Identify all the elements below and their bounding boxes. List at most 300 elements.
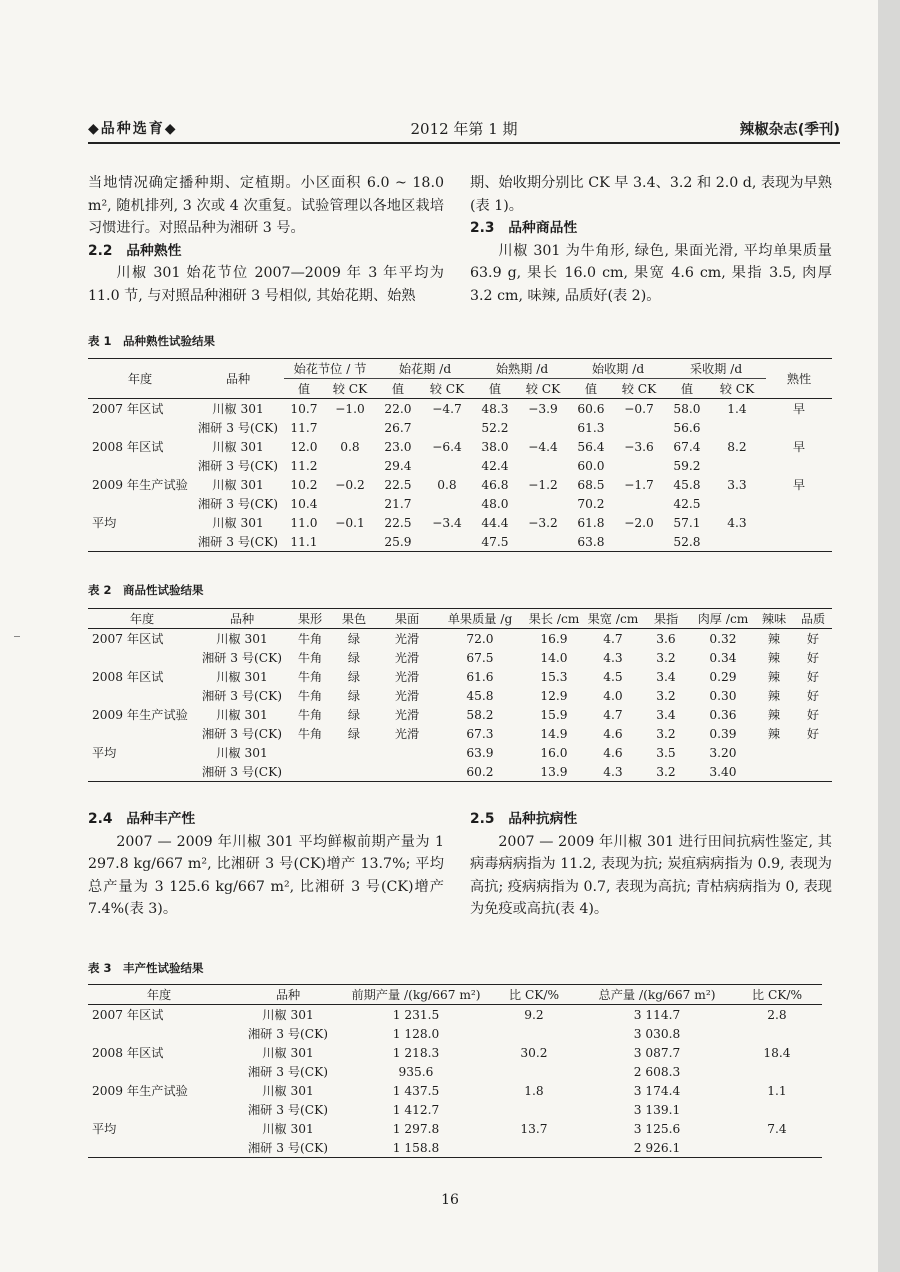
table2-cell: 光滑 <box>394 727 420 741</box>
left-column-bottom <box>88 808 444 921</box>
table3-cell <box>88 1024 230 1043</box>
scan-mark <box>14 636 20 637</box>
table3-header-cell: 前期产量 /(kg/667 m²) <box>346 985 486 1005</box>
table2-header-cell: 果宽 /cm <box>586 609 640 629</box>
table2-cell <box>288 762 332 782</box>
table1-cell <box>88 456 192 475</box>
table1-cell: −6.4 <box>432 439 462 454</box>
table2-cell: 4.7 <box>603 631 623 646</box>
table1-cell: 早 <box>792 402 806 416</box>
table3-cell: 2 608.3 <box>633 1064 681 1079</box>
table2-cell <box>754 743 794 762</box>
right-intro-paragraph: 期、始收期分别比 CK 早 3.4、3.2 和 2.0 d, 表现为早熟(表 1)。 <box>470 175 832 214</box>
section-2-4-title: 2.4 品种丰产性 <box>88 811 196 827</box>
table2-header-cell: 果面 <box>376 609 438 629</box>
table3-cell: 1.1 <box>767 1083 787 1098</box>
table1-cell: 45.8 <box>673 477 701 492</box>
table2-header-cell: 果长 /cm <box>522 609 586 629</box>
table3-cell <box>732 1138 822 1158</box>
table2-cell <box>88 648 196 667</box>
table2-cell: 67.3 <box>466 726 494 741</box>
table2-cell: 辣 <box>767 689 781 703</box>
table1-h-ck: 较 CK <box>324 379 376 399</box>
table3-header-cell: 年度 <box>88 985 230 1005</box>
table2-cell: 63.9 <box>466 745 494 760</box>
table1-row <box>88 475 832 494</box>
table2-cell: 牛角 <box>297 708 323 722</box>
table3-cell: 1 231.5 <box>392 1007 440 1022</box>
table1-cell <box>516 418 570 437</box>
table2-header-cell: 果色 <box>332 609 376 629</box>
table2-cell: 好 <box>806 632 820 646</box>
table2-cell: 4.6 <box>603 726 623 741</box>
table3-cell <box>88 1138 230 1158</box>
table1-cell <box>88 494 192 513</box>
table2-cell: 牛角 <box>297 689 323 703</box>
table1-cell: 湘研 3 号(CK) <box>197 421 278 435</box>
left-intro-paragraph: 当地情况确定播种期、定植期。小区面积 6.0 ~ 18.0 m², 随机排列, 3 次或 4 次重复。试验管理以各地区栽培习惯进行。对照品种为湘研 3 号。 <box>88 175 444 236</box>
table2-cell: 光滑 <box>394 651 420 665</box>
table2-cell: 绿 <box>347 651 361 665</box>
table3-cell: 7.4 <box>767 1121 787 1136</box>
table3-cell <box>88 1062 230 1081</box>
table3-cell <box>486 1024 582 1043</box>
table2-cell: 0.32 <box>709 631 737 646</box>
table2-header-cell: 品种 <box>196 609 288 629</box>
table3-cell: 湘研 3 号(CK) <box>247 1065 328 1079</box>
table2-cell: 2008 年区试 <box>92 670 164 684</box>
table3-cell: 3 139.1 <box>633 1102 681 1117</box>
table1-cell: 川椒 301 <box>212 440 264 454</box>
running-header <box>88 116 840 140</box>
table1-cell: 57.1 <box>673 515 701 530</box>
table2-cell: 4.3 <box>586 762 640 782</box>
table2-cell: 绿 <box>347 670 361 684</box>
table1-cell: 42.4 <box>481 458 509 473</box>
table1-h-maturity: 熟性 <box>766 359 832 399</box>
table1-cell: 2007 年区试 <box>92 402 164 416</box>
table1-cell: 11.7 <box>290 420 318 435</box>
table3-cell: 3 125.6 <box>633 1121 681 1136</box>
table2-cell: 4.6 <box>603 745 623 760</box>
table3 <box>88 984 822 1158</box>
table2-cell: 61.6 <box>466 669 494 684</box>
table2-cell: 3.5 <box>656 745 676 760</box>
table2-cell: 辣 <box>767 727 781 741</box>
table3-cell <box>88 1100 230 1119</box>
table2-cell: 川椒 301 <box>216 670 268 684</box>
table1-cell: 52.2 <box>481 420 509 435</box>
section-2-5-title: 2.5 品种抗病性 <box>470 811 578 827</box>
table3-row <box>88 1062 822 1081</box>
table1-h-val: 值 <box>570 379 612 399</box>
table2-cell: 3.4 <box>656 707 676 722</box>
table1-cell: 22.0 <box>384 401 412 416</box>
table1-cell: 26.7 <box>384 420 412 435</box>
table2-cell <box>376 743 438 762</box>
table2-header-cell: 品质 <box>794 609 832 629</box>
table2-row <box>88 648 832 667</box>
table1-h-group: 始花节位 / 节 <box>284 359 376 379</box>
table1-cell: 67.4 <box>673 439 701 454</box>
table1-cell: 川椒 301 <box>212 516 264 530</box>
table1-h-ck: 较 CK <box>420 379 474 399</box>
table2-cell: 湘研 3 号(CK) <box>201 727 282 741</box>
table2-cell: 好 <box>806 670 820 684</box>
table1-cell: 63.8 <box>570 532 612 552</box>
table1-cell: 10.2 <box>290 477 318 492</box>
table2-cell: 15.3 <box>540 669 568 684</box>
table3-cell: 川椒 301 <box>262 1008 314 1022</box>
table2-cell: 牛角 <box>297 632 323 646</box>
table2-cell: 辣 <box>767 651 781 665</box>
section-2-3-paragraph: 川椒 301 为牛角形, 绿色, 果面光滑, 平均单果质量 63.9 g, 果长 16.0 cm, 果宽 4.6 cm, 果指 3.5, 肉厚 3.2 cm, 味辣, 品质好(表 2)。 <box>470 242 832 304</box>
table3-cell: 18.4 <box>763 1045 791 1060</box>
table2-header-cell: 年度 <box>88 609 196 629</box>
table1-row <box>88 456 832 475</box>
table1-cell <box>766 532 832 552</box>
table1-cell <box>612 418 666 437</box>
table2-header-cell: 果形 <box>288 609 332 629</box>
table1-cell: 23.0 <box>384 439 412 454</box>
table2-cell <box>794 743 832 762</box>
table2-cell <box>88 724 196 743</box>
table1-cell: −3.9 <box>528 401 558 416</box>
table1-cell: 47.5 <box>474 532 516 552</box>
table2-cell: 川椒 301 <box>216 746 268 760</box>
table2-cell: 好 <box>806 727 820 741</box>
table3-cell: 2.8 <box>767 1007 787 1022</box>
table3-cell <box>486 1062 582 1081</box>
table1-row <box>88 437 832 456</box>
table3-cell: 2007 年区试 <box>92 1008 164 1022</box>
table1-cell: 0.8 <box>437 477 457 492</box>
table2-cell: 72.0 <box>466 631 494 646</box>
table2-cell <box>754 762 794 782</box>
table1-caption: 表 1 品种熟性试验结果 <box>88 334 216 348</box>
table3-cell: 1 297.8 <box>392 1121 440 1136</box>
section-2-5-paragraph: 2007 — 2009 年川椒 301 进行田间抗病性鉴定, 其病毒病病指为 11.2, 表现为抗; 炭疽病病指为 0.9, 表现为高抗; 疫病病指为 0.7, 表现为高抗; 青枯病病指为 0, 表现为免疫或高抗(表 4)。 <box>470 833 832 917</box>
table2-cell: 2009 年生产试验 <box>92 708 188 722</box>
table1-cell: 8.2 <box>727 439 747 454</box>
table1-cell: 10.4 <box>290 496 318 511</box>
table2-cell: 辣 <box>767 708 781 722</box>
section-2-2-paragraph: 川椒 301 始花节位 2007—2009 年 3 年平均为 11.0 节, 与对照品种湘研 3 号相似, 其始花期、始熟 <box>88 265 444 304</box>
table2-cell: 绿 <box>347 632 361 646</box>
table2-cell: 16.9 <box>540 631 568 646</box>
table3-cell <box>732 1062 822 1081</box>
table3-row <box>88 1005 822 1025</box>
table2-cell: 13.9 <box>522 762 586 782</box>
table1-cell <box>766 513 832 532</box>
table3-cell: 30.2 <box>520 1045 548 1060</box>
table3-header-cell: 比 CK/% <box>486 985 582 1005</box>
table1-cell: 22.5 <box>384 477 412 492</box>
table1-cell: 4.3 <box>727 515 747 530</box>
header-journal: 辣椒杂志(季刊) <box>739 122 840 138</box>
table1-cell: 平均 <box>92 516 117 530</box>
table1-cell: 早 <box>792 440 806 454</box>
table2-cell: 0.36 <box>709 707 737 722</box>
table1-cell: 川椒 301 <box>212 478 264 492</box>
table2-cell: 3.2 <box>640 762 692 782</box>
table3-cell: 川椒 301 <box>262 1122 314 1136</box>
table1-cell <box>324 532 376 552</box>
table1-cell: 46.8 <box>481 477 509 492</box>
table3-row <box>88 1100 822 1119</box>
table1-h-ck: 较 CK <box>708 379 766 399</box>
table1-cell: 早 <box>792 478 806 492</box>
table3-cell <box>486 1138 582 1158</box>
table2-cell: 3.40 <box>692 762 754 782</box>
table2-cell: 绿 <box>347 727 361 741</box>
table1-cell <box>420 456 474 475</box>
table2-cell: 光滑 <box>394 708 420 722</box>
table2-cell: 15.9 <box>540 707 568 722</box>
table1-cell: 11.1 <box>284 532 324 552</box>
table2-cell: 3.4 <box>656 669 676 684</box>
table1-cell: 湘研 3 号(CK) <box>192 532 284 552</box>
table1-row <box>88 532 832 552</box>
table3-cell: 川椒 301 <box>262 1046 314 1060</box>
section-2-4-paragraph: 2007 — 2009 年川椒 301 平均鲜椒前期产量为 1 297.8 kg/667 m², 比湘研 3 号(CK)增产 13.7%; 平均总产量为 3 125.6 kg/667 m², 比湘研 3 号(CK)增产 7.4%(表 3)。 <box>88 833 444 917</box>
table2-cell: 绿 <box>347 689 361 703</box>
table1-cell: 60.6 <box>577 401 605 416</box>
table3-row <box>88 1119 822 1138</box>
table1-cell <box>612 494 666 513</box>
table1-cell: −0.2 <box>335 477 365 492</box>
table1-cell: −1.7 <box>624 477 654 492</box>
table1-cell <box>708 456 766 475</box>
table1-cell: −4.4 <box>528 439 558 454</box>
table3-cell: 3 174.4 <box>633 1083 681 1098</box>
table1-cell: 29.4 <box>384 458 412 473</box>
table3-header-row <box>88 985 822 1005</box>
table1-cell: 56.4 <box>577 439 605 454</box>
page-number: 16 <box>441 1192 459 1208</box>
table2-cell: 0.39 <box>709 726 737 741</box>
table1-cell: 2008 年区试 <box>92 440 164 454</box>
left-column-top <box>88 172 444 307</box>
table2-row <box>88 686 832 705</box>
table1-cell: 61.3 <box>577 420 605 435</box>
table2-cell: 绿 <box>347 708 361 722</box>
table1-cell <box>612 532 666 552</box>
table2-cell: 3.2 <box>656 726 676 741</box>
table1-cell: 52.8 <box>666 532 708 552</box>
table1-row <box>88 418 832 437</box>
table3-cell: 湘研 3 号(CK) <box>247 1027 328 1041</box>
table2-row <box>88 762 832 782</box>
table2-cell: 4.3 <box>603 650 623 665</box>
table1-cell <box>420 532 474 552</box>
table1-cell: 22.5 <box>384 515 412 530</box>
table3-cell: 13.7 <box>520 1121 548 1136</box>
table3-header-cell: 比 CK/% <box>732 985 822 1005</box>
table3-cell: 湘研 3 号(CK) <box>247 1103 328 1117</box>
table1-cell: 1.4 <box>727 401 747 416</box>
table3-cell <box>732 1100 822 1119</box>
table3-cell: 湘研 3 号(CK) <box>230 1138 346 1158</box>
table1-h-val: 值 <box>376 379 420 399</box>
table1-h-ck: 较 CK <box>612 379 666 399</box>
table1-cell: −2.0 <box>624 515 654 530</box>
table1-cell: 10.7 <box>290 401 318 416</box>
table1-cell <box>516 456 570 475</box>
table1-cell: 59.2 <box>673 458 701 473</box>
table1-cell: −1.0 <box>335 401 365 416</box>
scan-edge <box>878 0 900 1272</box>
table2-cell: 光滑 <box>394 632 420 646</box>
table2-row <box>88 724 832 743</box>
header-issue: 2012 年第 1 期 <box>410 120 518 138</box>
table1-cell: −3.2 <box>528 515 558 530</box>
table1-h-group: 采收期 /d <box>666 359 766 379</box>
table3-cell: 2 926.1 <box>582 1138 732 1158</box>
section-2-3-title: 2.3 品种商品性 <box>470 220 578 236</box>
table1-cell: 60.0 <box>577 458 605 473</box>
table1-cell: 11.2 <box>290 458 318 473</box>
table1-cell <box>420 418 474 437</box>
table2-cell: 好 <box>806 708 820 722</box>
table2-cell: 3.20 <box>709 745 737 760</box>
right-column-top <box>470 172 832 307</box>
table1-cell <box>708 418 766 437</box>
table2-cell: 4.7 <box>603 707 623 722</box>
table2-cell: 川椒 301 <box>216 632 268 646</box>
table1-cell: −1.2 <box>528 477 558 492</box>
table2-cell: 3.2 <box>656 650 676 665</box>
table2-cell: 好 <box>806 651 820 665</box>
table1-h-year: 年度 <box>88 359 192 399</box>
table2-header-row <box>88 609 832 629</box>
table3-cell: 1 158.8 <box>346 1138 486 1158</box>
table2-cell: 光滑 <box>394 670 420 684</box>
section-2-2-title: 2.2 品种熟性 <box>88 242 182 259</box>
table2-cell: 平均 <box>92 746 117 760</box>
table1-h-group: 始花期 /d <box>376 359 474 379</box>
table2-header-cell: 辣味 <box>754 609 794 629</box>
table1-cell: 25.9 <box>376 532 420 552</box>
table2-cell <box>376 762 438 782</box>
table1-cell <box>612 456 666 475</box>
table2-cell: 湘研 3 号(CK) <box>201 651 282 665</box>
table1-cell: 川椒 301 <box>212 402 264 416</box>
table2-cell: 67.5 <box>466 650 494 665</box>
table2-row <box>88 705 832 724</box>
table2-cell: 湘研 3 号(CK) <box>196 762 288 782</box>
table2-cell: 湘研 3 号(CK) <box>201 689 282 703</box>
table1-h-val: 值 <box>666 379 708 399</box>
table1-cell: 2009 年生产试验 <box>92 478 188 492</box>
table2-cell: 牛角 <box>297 670 323 684</box>
table1-h-val: 值 <box>474 379 516 399</box>
table3-cell: 3 114.7 <box>633 1007 681 1022</box>
table1-cell: 0.8 <box>340 439 360 454</box>
table3-cell <box>732 1024 822 1043</box>
table3-cell <box>486 1100 582 1119</box>
table1-cell: −4.7 <box>432 401 462 416</box>
table3-row <box>88 1081 822 1100</box>
table1-cell <box>88 532 192 552</box>
table1-row <box>88 399 832 419</box>
table1-cell: 68.5 <box>577 477 605 492</box>
table2-cell <box>794 762 832 782</box>
table1-cell: −0.7 <box>624 401 654 416</box>
table2-cell: 4.0 <box>603 688 623 703</box>
table1-cell <box>766 494 832 513</box>
table3-row <box>88 1138 822 1158</box>
table2-header-cell: 肉厚 /cm <box>692 609 754 629</box>
table2-row <box>88 667 832 686</box>
table3-cell: 1 218.3 <box>392 1045 440 1060</box>
table1-cell: 58.0 <box>673 401 701 416</box>
table1 <box>88 358 832 552</box>
table2-cell <box>332 743 376 762</box>
table1-header-row <box>88 359 832 379</box>
table2-cell: 60.2 <box>438 762 522 782</box>
table1-cell: 61.8 <box>577 515 605 530</box>
table2-cell: 好 <box>806 689 820 703</box>
table1-cell: 38.0 <box>481 439 509 454</box>
table3-header-cell: 总产量 /(kg/667 m²) <box>582 985 732 1005</box>
table1-cell <box>766 418 832 437</box>
table1-cell: 48.0 <box>481 496 509 511</box>
table1-cell: −3.6 <box>624 439 654 454</box>
table1-cell <box>516 494 570 513</box>
table2-cell: 16.0 <box>540 745 568 760</box>
table2 <box>88 608 832 782</box>
table1-row <box>88 494 832 513</box>
table2-cell: 3.6 <box>656 631 676 646</box>
table2-cell <box>288 743 332 762</box>
table2-cell: 0.30 <box>709 688 737 703</box>
table1-cell: 湘研 3 号(CK) <box>197 459 278 473</box>
table3-body <box>88 1005 822 1158</box>
table1-cell: 48.3 <box>481 401 509 416</box>
table1-cell: 3.3 <box>727 477 747 492</box>
table2-cell: 辣 <box>767 670 781 684</box>
table1-cell <box>324 456 376 475</box>
table1-cell <box>766 456 832 475</box>
table1-h-ck: 较 CK <box>516 379 570 399</box>
table3-cell: 9.2 <box>524 1007 544 1022</box>
table1-cell: 70.2 <box>577 496 605 511</box>
table2-cell: 12.9 <box>540 688 568 703</box>
table3-cell: 平均 <box>92 1122 117 1136</box>
table1-cell: 42.5 <box>673 496 701 511</box>
table3-cell: 3 030.8 <box>633 1026 681 1041</box>
table2-cell <box>88 686 196 705</box>
table1-h-group: 始收期 /d <box>570 359 666 379</box>
table2-header-cell: 单果质量 /g <box>438 609 522 629</box>
table2-cell: 45.8 <box>466 688 494 703</box>
table1-cell: 11.0 <box>290 515 318 530</box>
table2-cell: 川椒 301 <box>216 708 268 722</box>
table1-cell <box>88 418 192 437</box>
table1-cell: 21.7 <box>384 496 412 511</box>
table3-cell: 2009 年生产试验 <box>92 1084 188 1098</box>
table2-header-cell: 果指 <box>640 609 692 629</box>
table3-row <box>88 1024 822 1043</box>
table3-cell: 1 412.7 <box>392 1102 440 1117</box>
table2-cell: 58.2 <box>466 707 494 722</box>
table3-cell: 935.6 <box>398 1064 434 1079</box>
table3-caption: 表 3 丰产性试验结果 <box>88 961 204 975</box>
table2-body <box>88 629 832 782</box>
table2-cell: 牛角 <box>297 727 323 741</box>
table1-cell: −3.4 <box>432 515 462 530</box>
